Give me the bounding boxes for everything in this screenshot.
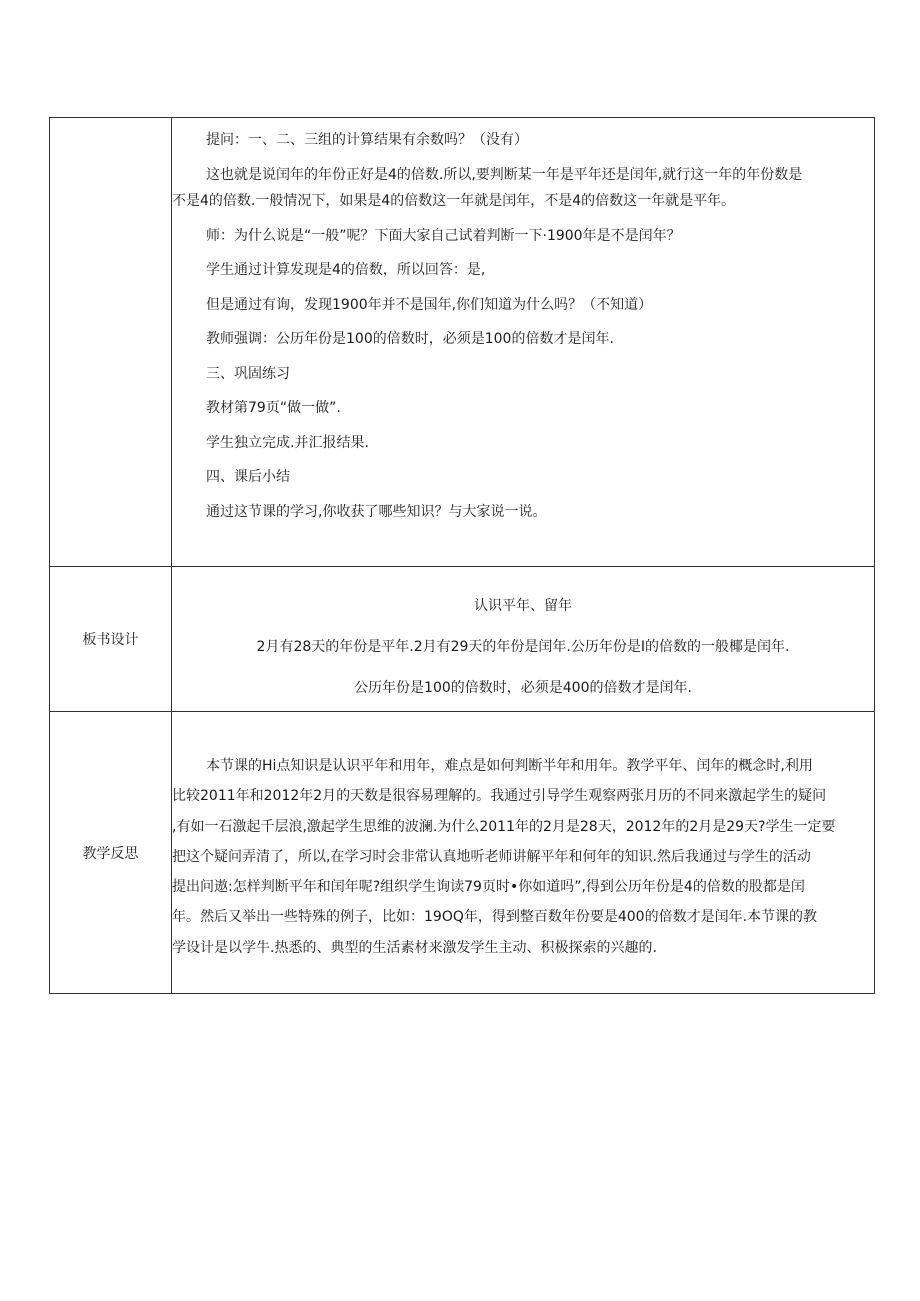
- board-label-cell: [50, 567, 172, 712]
- process-line: 通过这节课的学习,你收获了哪些知识？与大家说一说。: [206, 503, 547, 520]
- table-row-process: [50, 118, 875, 567]
- process-line: 教材第79页“做一做”.: [206, 400, 341, 416]
- board-content-cell: [172, 567, 875, 712]
- reflection-label: 教学反思: [82, 845, 139, 862]
- process-content: [172, 118, 874, 566]
- reflection-content-cell: [172, 712, 875, 994]
- process-line: 师：为什么说是“一般”呢？下面大家自己试着判断一下·1900年是不是闰年？: [206, 227, 681, 244]
- board-label: 板书设计: [82, 632, 139, 648]
- table-row-reflection: [50, 712, 875, 994]
- reflection-line: ,有如一石激起千层浪,激起学生思维的波澜.为什么2011年的2月是28天，2012年的2月是29天?学生一定要: [172, 818, 836, 835]
- process-line: 四、课后小结: [206, 469, 290, 485]
- reflection-line: 学设计是以学牛.热悉的、典型的生活素材来激发学生主动、积极探索的兴趣的.: [172, 939, 657, 956]
- board-title: 认识平年、留年: [474, 598, 572, 614]
- process-line: 学生通过计算发现是4的倍数，所以回答：是,: [206, 262, 486, 278]
- process-line: 这也就是说闰年的年份正好是4的倍数.所以,要判断某一年是平年还是闰年,就行这一年的年份数是: [206, 166, 803, 183]
- process-line: 三、巩固练习: [206, 365, 290, 382]
- reflection-line: 比较2011年和2012年2月的天数是很容易理解的。我通过引导学生观察两张月历的不同来激起学生的疑问: [172, 788, 827, 805]
- reflection-line: 年。然后又举出一些特殊的例子，比如：19OQ年，得到整百数年份要是400的倍数才是闰年.本节课的教: [172, 909, 818, 926]
- reflection-line: 本节课的Hi点知识是认识平年和用年，难点是如何判断半年和用年。教学平年、闰年的概念时,利用: [206, 758, 813, 774]
- process-line: 学生独立完成.并汇报结果.: [206, 434, 369, 451]
- process-content-cell: [172, 118, 875, 567]
- process-line: 但是通过有询，发现1900年并不是国年,你们知道为什么吗？（不知道）: [206, 296, 653, 313]
- board-line: 公历年份是100的倍数时，必须是400的倍数才是闰年.: [354, 680, 692, 696]
- reflection-line: 提出问遨:怎样判断平年和闰年呢?组织学生询读79页时•你如道吗”,得到公历年份是4的倍数的股都是闰: [172, 879, 805, 896]
- process-line: 不是4的倍数.一般情况下，如果是4的倍数这一年就是闰年，不是4的倍数这一年就是平年。: [172, 193, 736, 209]
- reflection-content: [172, 712, 874, 993]
- process-line: 提问：一、二、三组的计算结果有余数吗？（没有）: [206, 132, 528, 148]
- board-line: 2月有28天的年份是平年.2月有29天的年份是闰年.公历年份是I的倍数的一般椰是闰年.: [256, 639, 790, 655]
- lesson-plan-table: [49, 117, 875, 994]
- board-content: [172, 567, 874, 711]
- table-row-board: [50, 567, 875, 712]
- process-label-cell: [50, 118, 172, 567]
- reflection-label-cell: [50, 712, 172, 994]
- process-line: 教师强调：公历年份是100的倍数时，必须是100的倍数才是闰年.: [206, 331, 614, 347]
- reflection-line: 把这个疑问弄清了，所以,在学习时会非常认真地听老师讲解平年和何年的知识.然后我通过与学生的活动: [172, 848, 811, 865]
